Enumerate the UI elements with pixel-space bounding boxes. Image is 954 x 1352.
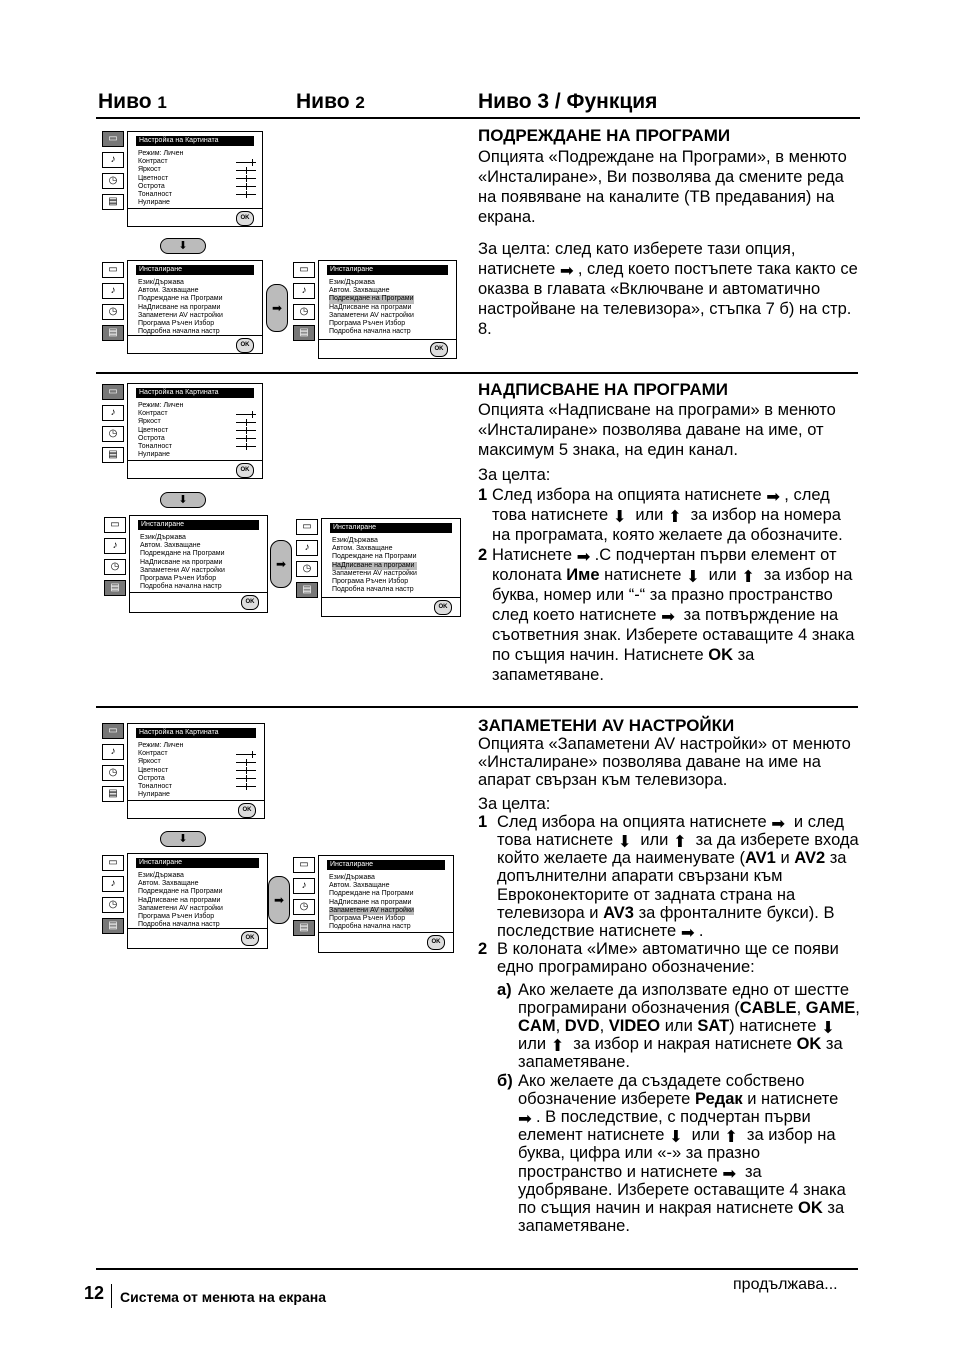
install-icon: ▤ [102, 194, 124, 210]
header-level3: Ниво 3 / Функция [478, 90, 658, 113]
sound-icon: ♪ [102, 283, 124, 299]
down-arrow-icon: ⬇ [160, 238, 206, 254]
sound-icon: ♪ [102, 876, 124, 892]
section-body-av: Опцията «Запаметени AV настройки» от менюто «Инсталиране» позволява даване на име на апарат свързан към телевизора. За целта: 1 След избора на опцията натиснете ➡ и след това натиснете ⬇ или ⬆ за да изберете входа който желаете да наименувате (AV1 и AV2 за допълнителни апарати свързани към Евроконекторите от задната страна на телевизора и AV3 за фронталните букси). В последствие натиснете ➡ . 2 В колоната «Име» автоматично ще се появи едно програмирано обозначение: а) Ако желаете да използвате едно от шестте програмирани обозначения (CABLE, GAME, CAM, DVD, VIDEO или SAT) натиснете ⬇ или ⬆ за избор и накрая натиснете OK за запаметяване. б) Ако желаете да създадете собствено обозначение изберете Редак и натиснете ➡ . В последствие, с подчертан първи елемент натиснете ⬇ или ⬆ за избор на буква, цифра или «-» за празно пространство и натиснете ➡ за удобряване. Изберете оставащите 4 знака по същия начин и накрая натиснете OK за запаметяване. [478, 735, 860, 1236]
install-icon: ▤ [102, 447, 124, 463]
right-arrow-icon: ➡ [722, 1164, 737, 1183]
install-menu-screen: Инсталиране Език/Държава Автом. Захващане Подреждане на Програми НаДписване на програми Запаметени AV настройки Програма Ръчен Избор Подробна начална настр OK [129, 515, 268, 613]
footer-rule [96, 1268, 858, 1270]
section-rule [96, 706, 858, 708]
right-arrow-icon: ➡ [266, 284, 288, 332]
install-submenu-screen: Инсталиране Език/Държава Автом. Захващане Подреждане на Програми НаДписване на програми Запаметени AV настройки Програма Ръчен Избор Подробна начална настр OK [318, 260, 457, 359]
down-arrow-icon: ⬇ [685, 568, 700, 586]
section-body-sort: Опцията «Подреждане на Програми», в менюто «Инсталиране», Ви позволява да смените реда на появяване на каналите (ТВ предавания) на екрана. За целта: след като изберете тази опция, натиснете ➡ , след което постъпете така както се оказва в главата «Включване и автоматично настройване на телевизора», стъпка 7 б) на стр. 8. [478, 148, 858, 338]
down-arrow-icon: ⬇ [160, 831, 206, 847]
timer-icon: ◷ [102, 173, 124, 189]
timer-icon: ◷ [293, 899, 315, 915]
section-rule [96, 372, 858, 374]
picture-icon: ▭ [102, 855, 124, 871]
right-arrow-icon: ➡ [766, 488, 781, 506]
install-icon: ▤ [296, 582, 318, 598]
install-menu-screen: Инсталиране Език/Държава Автом. Захващане Подреждане на Програми НаДписване на програми Запаметени AV настройки Програма Ръчен Избор Подробна начална настр OK [127, 853, 268, 949]
install-icon: ▤ [102, 918, 124, 934]
down-arrow-icon: ⬇ [669, 1128, 683, 1147]
continues-label: продължава... [733, 1276, 838, 1293]
picture-icon: ▭ [296, 519, 318, 535]
right-arrow-icon: ➡ [518, 1110, 532, 1129]
down-arrow-icon: ⬇ [160, 492, 206, 508]
right-arrow-icon: ➡ [661, 608, 675, 626]
timer-icon: ◷ [102, 426, 124, 442]
install-icon: ▤ [102, 325, 124, 341]
sound-icon: ♪ [102, 405, 124, 421]
install-submenu-screen: Инсталиране Език/Държава Автом. Захващане Подреждане на Програми НаДписване на програми Запаметени AV настройки Програма Ръчен Избор Подробна начална настр OK [318, 855, 454, 953]
picture-icon: ▭ [102, 723, 124, 739]
timer-icon: ◷ [102, 304, 124, 320]
install-icon: ▤ [293, 920, 315, 936]
sound-icon: ♪ [293, 878, 315, 894]
footer-divider [111, 1284, 112, 1308]
up-arrow-icon: ⬆ [667, 508, 682, 526]
sound-icon: ♪ [293, 283, 315, 299]
up-arrow-icon: ⬆ [550, 1037, 565, 1056]
down-arrow-icon: ⬇ [617, 833, 632, 852]
picture-icon: ▭ [293, 857, 315, 873]
timer-icon: ◷ [296, 561, 318, 577]
picture-menu-screen: Настройка на Картината Режим: Личен Контраст Яркост Цветност Острота Тоналност Нулиране OK [127, 131, 263, 227]
timer-icon: ◷ [102, 897, 124, 913]
picture-menu-screen: Настройка на Картината Режим: Личен Контраст Яркост Цветност Острота Тоналност Нулиране OK [127, 383, 263, 479]
right-arrow-icon: ➡ [270, 540, 292, 588]
section-title-sort: ПОДРЕЖДАНЕ НА ПРОГРАМИ [478, 126, 731, 145]
install-icon: ▤ [104, 580, 126, 596]
header-level1: Ниво 1 [98, 90, 167, 113]
up-arrow-icon: ⬆ [672, 833, 687, 852]
picture-icon: ▭ [104, 517, 126, 533]
picture-icon: ▭ [293, 262, 315, 278]
down-arrow-icon: ⬇ [612, 508, 627, 526]
picture-icon: ▭ [102, 384, 124, 400]
right-arrow-icon: ➡ [268, 876, 290, 924]
timer-icon: ◷ [104, 559, 126, 575]
timer-icon: ◷ [102, 765, 124, 781]
picture-menu-screen: Настройка на Картината Режим: Личен Контраст Яркост Цветност Острота Тоналност Нулиране OK [127, 723, 265, 819]
right-arrow-icon: ➡ [559, 262, 574, 280]
install-icon: ▤ [102, 786, 124, 802]
timer-icon: ◷ [293, 304, 315, 320]
install-menu-screen: Инсталиране Език/Държава Автом. Захващане Подреждане на Програми НаДписване на програми Запаметени AV настройки Програма Ръчен Избор Подробна начална настр OK [127, 260, 263, 354]
page-number: 12 [84, 1283, 105, 1303]
right-arrow-icon: ➡ [680, 924, 695, 943]
right-arrow-icon: ➡ [576, 548, 591, 566]
install-submenu-screen: Инсталиране Език/Държава Автом. Захващане Подреждане на Програми НаДписване на програми Запаметени AV настройки Програма Ръчен Избор Подробна начална настр OK [321, 518, 461, 617]
section-body-naming: Опцията «Надписване на програми» в менюто «Инсталиране» позволява даване на име, от максимум 5 знака, на един канал. За целта: 1 След избора на опцията натиснете ➡ , след това натиснете ⬇ или ⬆ за избор на номера на програмата, която желаете да обозначите. 2 Натиснете ➡ .С подчертан първи елемент от колоната Име натиснете ⬇ или ⬆ за избор на буква, номер или “-“ за празно пространство след което натиснете ➡ за потвърждение на съответния знак. Изберете оставащите 4 знака по същия начин. Натиснете OK за запаметяване. [478, 401, 855, 684]
header-level2: Ниво 2 [296, 90, 365, 113]
install-icon: ▤ [293, 325, 315, 341]
sound-icon: ♪ [104, 538, 126, 554]
up-arrow-icon: ⬆ [741, 568, 756, 586]
right-arrow-icon: ➡ [771, 814, 786, 833]
section-title-av: ЗАПАМЕТЕНИ AV НАСТРОЙКИ [478, 716, 735, 735]
section-title-naming: НАДПИСВАНЕ НА ПРОГРАМИ [478, 380, 729, 399]
picture-icon: ▭ [102, 262, 124, 278]
sound-icon: ♪ [102, 744, 124, 760]
picture-icon: ▭ [102, 131, 124, 147]
footer-section-title: Система от менюта на екрана [120, 1289, 327, 1305]
sound-icon: ♪ [102, 152, 124, 168]
up-arrow-icon: ⬆ [724, 1128, 739, 1147]
sound-icon: ♪ [296, 540, 318, 556]
menu-icons [102, 131, 126, 215]
header-rule [96, 117, 860, 119]
down-arrow-icon: ⬇ [821, 1019, 835, 1038]
